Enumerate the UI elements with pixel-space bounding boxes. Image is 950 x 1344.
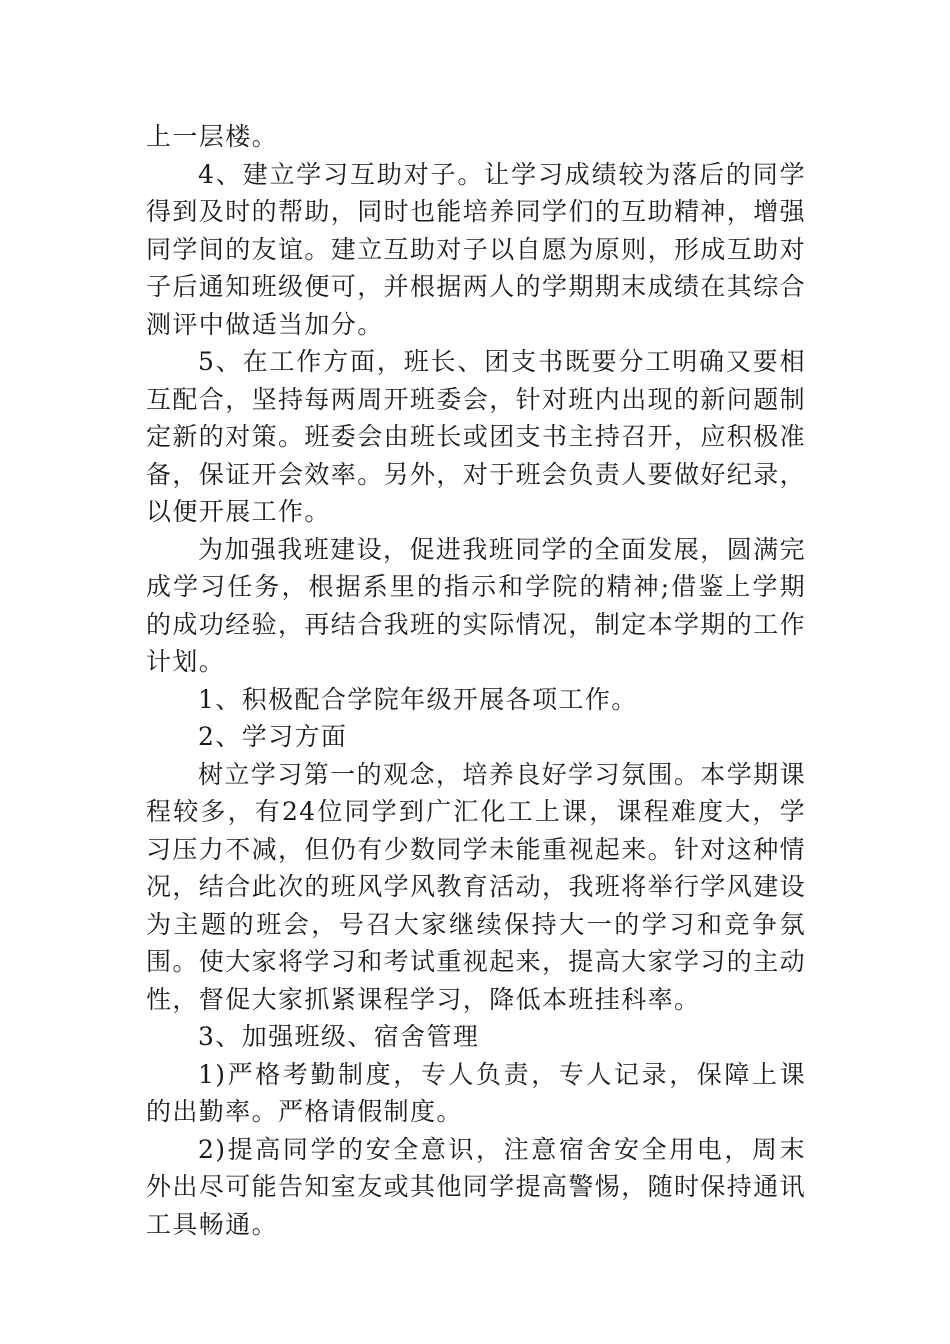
- paragraph-item-1: 1、积极配合学院年级开展各项工作。: [198, 684, 638, 714]
- paragraph-study-atmosphere: 树立学习第一的观念，培养良好学习氛围。本学期课程较多，有24位同学到广汇化工上课，课程难度大，学习压力不减，但仍有少数同学未能重视起来。针对这种情况，结合此次的班风学风教育活动，我班将举行学风建设为主题的班会，号召大家继续保持大一的学习和竞争氛围。使大家将学习和考试重视起来，提高大家学习的主动性，督促大家抓紧课程学习，降低本班挂科率。: [146, 759, 807, 1014]
- paragraph-safety: 2)提高同学的安全意识，注意宿舍安全用电，周末外出尽可能告知室友或其他同学提高警惕，随时保持通讯工具畅通。: [146, 1134, 807, 1239]
- paragraph-attendance: 1)严格考勤制度，专人负责，专人记录，保障上课的出勤率。严格请假制度。: [146, 1059, 806, 1126]
- paragraph-continuation: 上一层楼。: [146, 122, 279, 151]
- paragraph-item-2-heading: 2、学习方面: [198, 722, 348, 751]
- paragraph-work-aspect: 5、在工作方面，班长、团支书既要分工明确又要相互配合，坚持每两周开班委会，针对班内出现的新问题制定新的对策。班委会由班长或团支书主持召开，应积极准备，保证开会效率。另外，对于班会负责人要做好纪录，以便开展工作。: [146, 347, 807, 526]
- paragraph-study-pairs: 4、建立学习互助对子。让学习成绩较为落后的同学得到及时的帮助，同时也能培养同学们的互助精神，增强同学间的友谊。建立互助对子以自愿为原则，形成互助对子后通知班级便可，并根据两人的学期期末成绩在其综合测评中做适当加分。: [146, 159, 807, 339]
- document-body: [146, 118, 806, 1243]
- paragraph-item-3-heading: 3、加强班级、宿舍管理: [198, 1022, 480, 1051]
- paragraph-intro-plan: 为加强我班建设，促进我班同学的全面发展，圆满完成学习任务，根据系里的指示和学院的精神;借鉴上学期的成功经验，再结合我班的实际情况，制定本学期的工作计划。: [146, 534, 807, 676]
